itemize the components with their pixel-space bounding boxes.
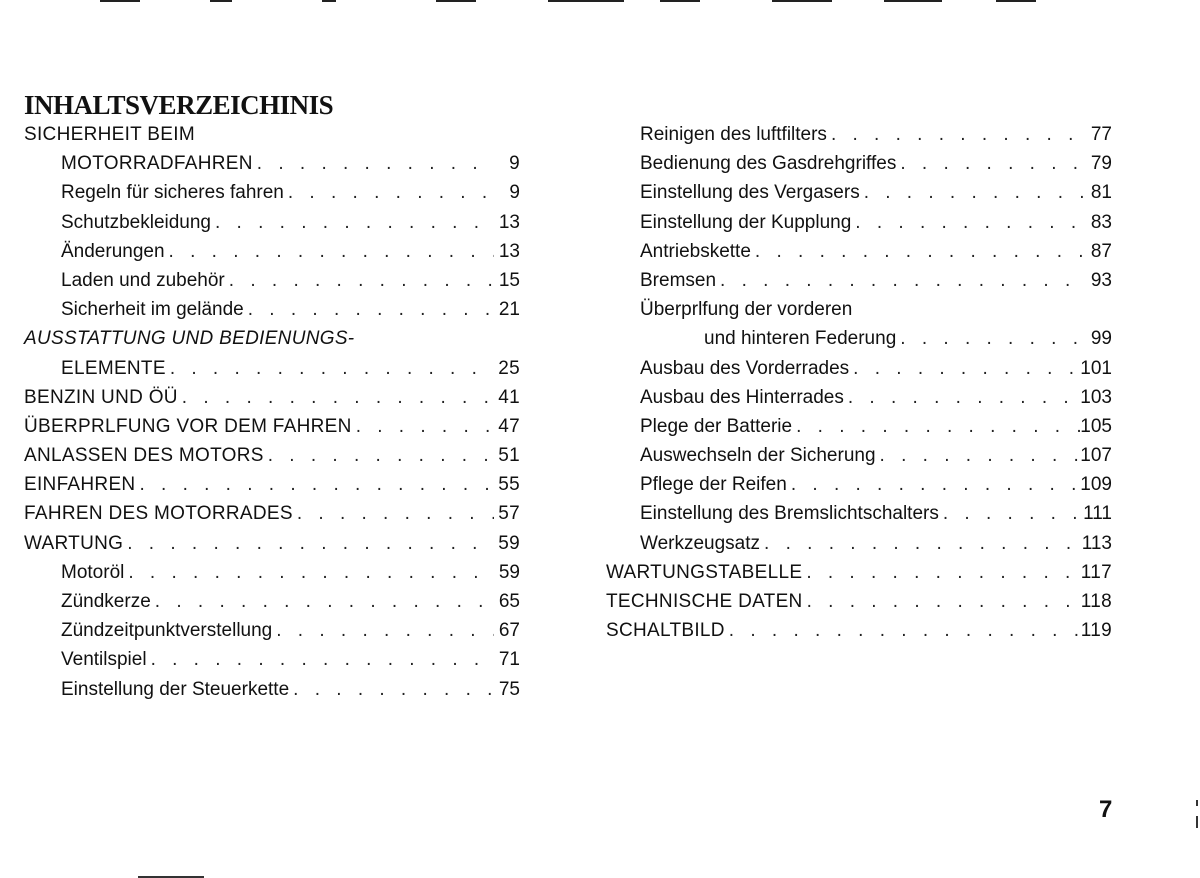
leader-dots — [293, 503, 494, 525]
toc-entry-label: EINFAHREN — [24, 474, 136, 496]
toc-entry-page: 9 — [509, 182, 520, 204]
toc-right-column — [606, 124, 1112, 649]
toc-entry-label: AUSSTATTUNG UND BEDIENUNGS- — [24, 328, 355, 350]
toc-entry[interactable] — [24, 416, 520, 445]
toc-entry-page: 111 — [1083, 503, 1112, 525]
toc-entry[interactable] — [606, 153, 1112, 182]
toc-entry-page: 25 — [498, 357, 520, 379]
toc-entry-page: 93 — [1090, 269, 1112, 291]
toc-entry-label: Einstellung der Steuerkette — [61, 678, 290, 700]
toc-entry-label: Einstellung des Vergasers — [640, 182, 860, 204]
toc-entry[interactable] — [606, 620, 1112, 649]
toc-entry-label: FAHREN DES MOTORRADES — [24, 503, 293, 525]
toc-entry-label: SICHERHEIT BEIM — [24, 124, 195, 145]
toc-entry-page: 47 — [498, 415, 520, 437]
leader-dots — [896, 153, 1086, 175]
toc-entry-label: Einstellung der Kupplung — [640, 211, 852, 233]
toc-entry[interactable] — [606, 299, 1112, 328]
leader-dots — [211, 212, 494, 234]
toc-entry[interactable] — [24, 124, 520, 153]
toc-entry-label: WARTUNG — [24, 532, 124, 554]
leader-dots — [802, 562, 1080, 584]
toc-entry[interactable] — [24, 299, 520, 328]
toc-entry-label: Ausbau des Vorderrades — [640, 357, 850, 379]
toc-entry-page: 119 — [1080, 620, 1112, 642]
toc-entry-label: SCHALTBILD — [606, 620, 725, 642]
toc-entry[interactable] — [606, 387, 1112, 416]
toc-entry-label: Bremsen — [640, 269, 717, 291]
leader-dots — [166, 358, 494, 380]
toc-entry-page: 105 — [1080, 415, 1112, 437]
toc-entry[interactable] — [24, 649, 520, 678]
toc-entry-page: 71 — [498, 649, 520, 671]
table-of-contents-title: INHALTSVERZEICHINIS — [24, 90, 334, 121]
toc-entry[interactable] — [606, 270, 1112, 299]
toc-entry-label: Bedienung des Gasdrehgriffes — [640, 153, 897, 175]
toc-entry-page: 81 — [1090, 182, 1112, 204]
toc-entry-label: und hinteren Federung — [704, 328, 897, 350]
leader-dots — [844, 387, 1080, 409]
leader-dots — [165, 241, 494, 263]
leader-dots — [851, 212, 1086, 234]
toc-entry-page: 67 — [498, 620, 520, 642]
toc-entry-page: 41 — [498, 386, 520, 408]
leader-dots — [716, 270, 1086, 292]
toc-entry[interactable] — [606, 182, 1112, 211]
toc-entry[interactable] — [606, 445, 1112, 474]
scan-mark — [1196, 800, 1198, 806]
toc-entry[interactable] — [24, 533, 520, 562]
leader-dots — [147, 649, 494, 671]
leader-dots — [939, 503, 1083, 525]
leader-dots — [760, 533, 1082, 555]
leader-dots — [725, 620, 1081, 642]
leader-dots — [151, 591, 494, 613]
toc-entry[interactable] — [24, 445, 520, 474]
toc-entry-page: 13 — [498, 211, 520, 233]
leader-dots — [860, 182, 1086, 204]
leader-dots — [289, 679, 494, 701]
toc-entry-page: 83 — [1090, 211, 1112, 233]
toc-entry[interactable] — [606, 241, 1112, 270]
toc-entry-label: Reinigen des luftfilters — [640, 124, 827, 145]
toc-entry-label: Regeln für sicheres fahren — [61, 182, 284, 204]
toc-entry-page: 109 — [1080, 474, 1112, 496]
toc-entry[interactable] — [24, 503, 520, 532]
toc-entry-page: 65 — [498, 591, 520, 612]
toc-entry-label: WARTUNGSTABELLE — [606, 561, 803, 583]
leader-dots — [123, 533, 494, 555]
toc-entry[interactable] — [24, 591, 520, 620]
leader-dots — [827, 124, 1086, 146]
toc-entry-page: 21 — [498, 299, 520, 321]
toc-entry[interactable] — [24, 328, 520, 357]
toc-entry-page: 101 — [1080, 357, 1112, 379]
toc-entry-label: Ausbau des Hinterrades — [640, 386, 844, 408]
leader-dots — [787, 474, 1080, 496]
toc-entry-page: 59 — [498, 532, 520, 554]
toc-entry[interactable] — [24, 212, 520, 241]
toc-entry-page: 57 — [498, 503, 520, 525]
leader-dots — [849, 358, 1080, 380]
toc-entry-label: BENZIN UND ÖÜ — [24, 386, 178, 408]
toc-entry[interactable] — [606, 124, 1112, 153]
toc-entry-label: MOTORRADFAHREN — [61, 153, 253, 175]
toc-entry-label: Einstellung des Bremslichtschalters — [640, 503, 939, 525]
toc-entry[interactable] — [606, 416, 1112, 445]
toc-entry[interactable] — [24, 679, 520, 708]
toc-entry-label: Schutzbekleidung — [61, 211, 211, 233]
toc-entry-label: Ventilspiel — [61, 649, 147, 671]
toc-entry[interactable] — [606, 328, 1112, 357]
toc-entry-page: 59 — [498, 561, 520, 583]
toc-entry-label: Sicherheit im gelände — [61, 299, 244, 321]
toc-entry-label: Plege der Batterie — [640, 415, 793, 437]
page-number: 7 — [1099, 796, 1113, 823]
toc-entry[interactable] — [606, 358, 1112, 387]
toc-entry-label: Änderungen — [61, 240, 165, 262]
toc-entry[interactable] — [24, 562, 520, 591]
toc-entry-page: 103 — [1080, 386, 1112, 408]
toc-entry-label: Zündkerze — [61, 591, 151, 612]
leader-dots — [751, 241, 1086, 263]
toc-entry-label: TECHNISCHE DATEN — [606, 591, 803, 612]
toc-entry-label: ÜBERPRLFUNG VOR DEM FAHREN — [24, 415, 352, 437]
leader-dots — [135, 474, 494, 496]
toc-entry[interactable] — [606, 562, 1112, 591]
toc-entry-page: 113 — [1081, 532, 1112, 554]
toc-entry[interactable] — [24, 474, 520, 503]
toc-entry-label: Pflege der Reifen — [640, 474, 787, 496]
toc-entry-label: Auswechseln der Sicherung — [640, 445, 876, 467]
leader-dots — [225, 270, 494, 292]
toc-entry-page: 107 — [1080, 445, 1112, 467]
leader-dots — [876, 445, 1081, 467]
toc-entry[interactable] — [24, 387, 520, 416]
toc-entry-label: ANLASSEN DES MOTORS — [24, 445, 264, 467]
leader-dots — [264, 445, 494, 467]
toc-entry-label: Motoröl — [61, 561, 125, 583]
toc-entry[interactable] — [606, 591, 1112, 620]
leader-dots — [896, 328, 1086, 350]
toc-entry-label: Überprlfung der vorderen — [640, 299, 853, 321]
leader-dots — [792, 416, 1080, 438]
toc-entry-label: Werkzeugsatz — [640, 532, 761, 554]
leader-dots — [244, 299, 494, 321]
leader-dots — [803, 591, 1081, 613]
leader-dots — [284, 182, 494, 204]
toc-entry-page: 77 — [1090, 124, 1112, 145]
leader-dots — [124, 562, 494, 584]
toc-entry-page: 87 — [1090, 240, 1112, 262]
leader-dots — [178, 387, 494, 409]
leader-dots — [253, 153, 494, 175]
toc-entry-page: 118 — [1080, 591, 1112, 612]
leader-dots — [272, 620, 494, 642]
toc-entry-page: 79 — [1090, 153, 1112, 175]
toc-entry-page: 15 — [498, 269, 520, 291]
toc-left-column — [24, 124, 520, 708]
toc-entry[interactable] — [606, 212, 1112, 241]
toc-entry[interactable] — [24, 153, 520, 182]
toc-entry-label: ELEMENTE — [61, 357, 166, 379]
toc-entry[interactable] — [24, 241, 520, 270]
toc-entry-page: 99 — [1090, 328, 1112, 350]
toc-entry-page: 13 — [498, 240, 520, 262]
toc-entry-label: Laden und zubehör — [61, 269, 225, 291]
toc-entry[interactable] — [24, 270, 520, 299]
toc-entry[interactable] — [24, 620, 520, 649]
toc-entry-label: Zündzeitpunktverstellung — [61, 620, 273, 642]
toc-entry-page: 75 — [498, 678, 520, 700]
toc-entry[interactable] — [606, 503, 1112, 532]
toc-entry[interactable] — [24, 182, 520, 211]
toc-entry-label: Antriebskette — [640, 240, 751, 262]
leader-dots — [352, 416, 494, 438]
toc-entry[interactable] — [24, 358, 520, 387]
toc-entry[interactable] — [606, 533, 1112, 562]
toc-entry-page: 9 — [509, 153, 520, 175]
toc-entry-page: 117 — [1080, 561, 1112, 583]
toc-entry[interactable] — [606, 474, 1112, 503]
toc-entry-page: 51 — [498, 445, 520, 467]
scan-mark — [1196, 816, 1198, 828]
scan-top-border — [0, 0, 1200, 6]
toc-entry-page: 55 — [498, 474, 520, 496]
